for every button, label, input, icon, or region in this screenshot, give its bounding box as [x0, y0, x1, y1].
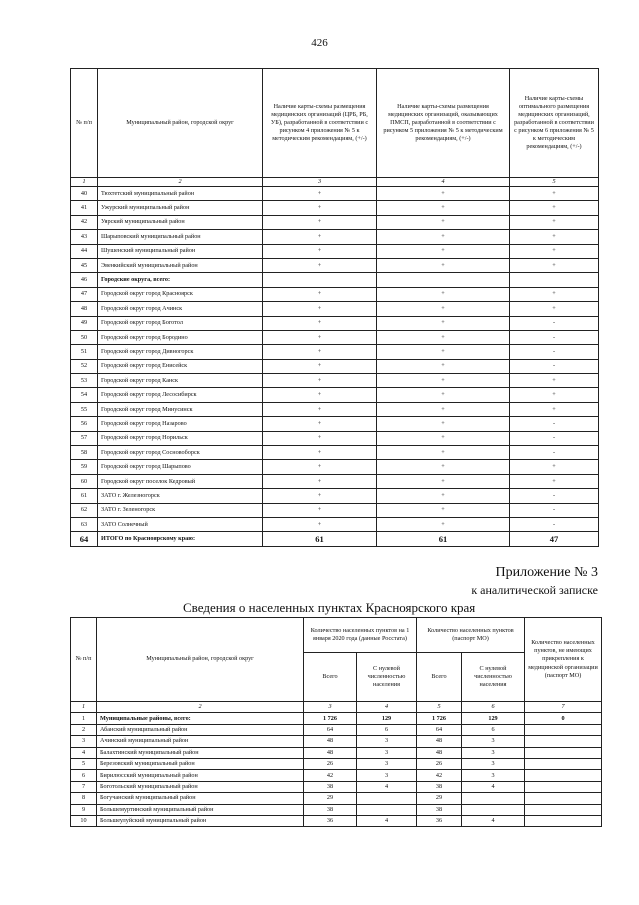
cell-col5: -	[510, 417, 599, 431]
cell-col3: +	[263, 517, 377, 531]
cell-passport-zero	[462, 804, 525, 815]
row-number: 6	[71, 770, 97, 781]
cell-no-med	[525, 724, 602, 735]
cell-col3: +	[263, 417, 377, 431]
district-name: Большемуртинский муниципальный район	[97, 804, 304, 815]
cell-passport-total: 42	[417, 770, 462, 781]
district-name: Муниципальные районы, всего:	[97, 713, 304, 724]
district-name: Большеулуйский муниципальный район	[97, 815, 304, 826]
district-name: Березовский муниципальный район	[97, 758, 304, 769]
cell-col5: -	[510, 489, 599, 503]
cell-col4: +	[377, 446, 510, 460]
row-number: 58	[71, 446, 98, 460]
cell-col4: +	[377, 287, 510, 301]
table-row	[71, 781, 602, 792]
cell-col3	[263, 273, 377, 287]
cell-col5	[510, 273, 599, 287]
table-row	[71, 489, 599, 503]
table-row	[71, 474, 599, 488]
cell-no-med: 0	[525, 713, 602, 724]
header-num: № п/п	[71, 69, 98, 178]
table-row	[71, 503, 599, 517]
table-row	[71, 431, 599, 445]
table-row	[71, 402, 599, 416]
cell-passport-total: 38	[417, 804, 462, 815]
cell-col4: +	[377, 215, 510, 229]
cell-col5: 47	[510, 532, 599, 546]
header-col3: Наличие карты-схемы размещения медицинских организаций (ЦРБ, РБ, УБ), разработанной в соответствии с рисунком 4 приложения № 5 к методическим рекомендациям, (+/-)	[263, 69, 377, 178]
district-name: Боготольский муниципальный район	[97, 781, 304, 792]
row-number: 9	[71, 804, 97, 815]
table-row	[71, 793, 602, 804]
colnum: 7	[525, 702, 602, 713]
cell-passport-zero: 4	[462, 781, 525, 792]
cell-col4: +	[377, 345, 510, 359]
row-number: 42	[71, 215, 98, 229]
district-name: ЗАТО г. Зеленогорск	[98, 503, 263, 517]
district-name: Городской округ город Бородино	[98, 330, 263, 344]
row-number: 55	[71, 402, 98, 416]
cell-col3: +	[263, 316, 377, 330]
row-number: 2	[71, 724, 97, 735]
cell-col5: +	[510, 460, 599, 474]
cell-rosstat-zero: 4	[357, 781, 417, 792]
cell-col4: +	[377, 359, 510, 373]
row-number: 61	[71, 489, 98, 503]
row-number: 44	[71, 244, 98, 258]
table-row	[71, 258, 599, 272]
table-row	[71, 417, 599, 431]
colnum: 6	[462, 702, 525, 713]
district-name: Эвенкийский муниципальный район	[98, 258, 263, 272]
page-number: 426	[311, 37, 328, 49]
row-number: 46	[71, 273, 98, 287]
row-number: 51	[71, 345, 98, 359]
row-number: 3	[71, 736, 97, 747]
district-name: ЗАТО г. Железногорск	[98, 489, 263, 503]
district-name: Городской округ город Лесосибирск	[98, 388, 263, 402]
header-col5: Наличие карты-схемы оптимального размещения медицинских организаций, разработанной в соответствии с рисунком 6 приложения № 5 к методическим рекомендациям, (+/-)	[510, 69, 599, 178]
district-name: Городской округ город Ачинск	[98, 302, 263, 316]
district-name: Городской округ город Красноярск	[98, 287, 263, 301]
cell-col3: +	[263, 302, 377, 316]
cell-no-med	[525, 815, 602, 826]
cell-col4: 61	[377, 532, 510, 546]
table-row	[71, 273, 599, 287]
cell-rosstat-zero: 3	[357, 747, 417, 758]
cell-col4: +	[377, 388, 510, 402]
header-col4: Наличие карты-схемы размещения медицинских организаций, оказывающих ПМСП, разработанной в соответствии с рисунком 5 приложения № 5 к методическим рекомендациям, (+/-)	[377, 69, 510, 178]
cell-rosstat-total: 38	[304, 781, 357, 792]
cell-passport-zero: 3	[462, 736, 525, 747]
district-name: Балахтинский муниципальный район	[97, 747, 304, 758]
district-name: Городской округ город Сосновоборск	[98, 446, 263, 460]
table-row	[71, 316, 599, 330]
cell-col5: -	[510, 345, 599, 359]
table-row	[71, 747, 602, 758]
cell-col4: +	[377, 302, 510, 316]
cell-col4: +	[377, 517, 510, 531]
cell-col4: +	[377, 258, 510, 272]
table-row	[71, 736, 602, 747]
district-name: Городской округ город Енисейск	[98, 359, 263, 373]
cell-passport-total: 36	[417, 815, 462, 826]
cell-col4: +	[377, 244, 510, 258]
cell-col3: +	[263, 489, 377, 503]
cell-passport-zero: 4	[462, 815, 525, 826]
header-group-passport: Количество населенных пунктов (паспорт МО)	[417, 618, 525, 653]
district-name: Бирилюсский муниципальный район	[97, 770, 304, 781]
district-name: Городской округ город Минусинск	[98, 402, 263, 416]
cell-col4: +	[377, 489, 510, 503]
cell-col3: +	[263, 230, 377, 244]
cell-no-med	[525, 770, 602, 781]
cell-col5: +	[510, 187, 599, 201]
colnum: 3	[304, 702, 357, 713]
cell-passport-total: 48	[417, 747, 462, 758]
cell-no-med	[525, 736, 602, 747]
table-row	[71, 758, 602, 769]
table-row	[71, 460, 599, 474]
table-row	[71, 517, 599, 531]
header-district: Муниципальный район, городской округ	[98, 69, 263, 178]
cell-col5: -	[510, 316, 599, 330]
cell-rosstat-total: 64	[304, 724, 357, 735]
cell-rosstat-zero: 6	[357, 724, 417, 735]
cell-col5: -	[510, 503, 599, 517]
district-name: Абанский муниципальный район	[97, 724, 304, 735]
cell-rosstat-total: 42	[304, 770, 357, 781]
row-number: 43	[71, 230, 98, 244]
colnum: 4	[357, 702, 417, 713]
cell-rosstat-total: 48	[304, 736, 357, 747]
district-name: Ачинский муниципальный район	[97, 736, 304, 747]
cell-col3: +	[263, 359, 377, 373]
district-name: Городской округ город Шарыпово	[98, 460, 263, 474]
table-row	[71, 187, 599, 201]
district-name: Городской округ город Назарово	[98, 417, 263, 431]
cell-col5: +	[510, 302, 599, 316]
header-total: Всего	[304, 653, 357, 702]
cell-rosstat-total: 1 726	[304, 713, 357, 724]
table-row	[71, 770, 602, 781]
district-name: Городские округа, всего:	[98, 273, 263, 287]
row-number: 63	[71, 517, 98, 531]
cell-col5: +	[510, 287, 599, 301]
colnum: 1	[71, 702, 97, 713]
cell-col3: +	[263, 474, 377, 488]
cell-passport-zero	[462, 793, 525, 804]
header-group-rosstat: Количество населенных пунктов на 1 января 2020 года (данные Росстата)	[304, 618, 417, 653]
row-number: 50	[71, 330, 98, 344]
row-number: 53	[71, 374, 98, 388]
cell-col5: +	[510, 374, 599, 388]
map-schemes-table	[70, 68, 599, 547]
table-row	[71, 446, 599, 460]
cell-col4	[377, 273, 510, 287]
table-row	[71, 815, 602, 826]
cell-col5: +	[510, 474, 599, 488]
table-row	[71, 724, 602, 735]
row-number: 49	[71, 316, 98, 330]
cell-col4: +	[377, 460, 510, 474]
cell-col5: +	[510, 201, 599, 215]
header-total: Всего	[417, 653, 462, 702]
cell-col4: +	[377, 402, 510, 416]
cell-col3: +	[263, 503, 377, 517]
cell-col4: +	[377, 374, 510, 388]
cell-rosstat-zero: 3	[357, 736, 417, 747]
cell-col3: +	[263, 258, 377, 272]
table-row	[71, 330, 599, 344]
district-name: Богучанский муниципальный район	[97, 793, 304, 804]
row-number: 54	[71, 388, 98, 402]
row-number: 45	[71, 258, 98, 272]
row-number: 64	[71, 532, 98, 546]
district-name: Уярский муниципальный район	[98, 215, 263, 229]
cell-passport-zero: 6	[462, 724, 525, 735]
cell-col4: +	[377, 417, 510, 431]
header-zero-pop: С нулевой численностью населения	[462, 653, 525, 702]
table-row	[71, 713, 602, 724]
colnum: 5	[510, 178, 599, 187]
row-number: 56	[71, 417, 98, 431]
header-zero-pop: С нулевой численностью населения	[357, 653, 417, 702]
cell-col4: +	[377, 187, 510, 201]
cell-col4: +	[377, 474, 510, 488]
cell-passport-total: 38	[417, 781, 462, 792]
cell-col3: +	[263, 446, 377, 460]
row-number: 4	[71, 747, 97, 758]
row-number: 59	[71, 460, 98, 474]
cell-passport-total: 26	[417, 758, 462, 769]
cell-col3: +	[263, 330, 377, 344]
cell-passport-zero: 3	[462, 770, 525, 781]
table-row	[71, 302, 599, 316]
cell-col3: 61	[263, 532, 377, 546]
district-name: Городской округ город Дивногорск	[98, 345, 263, 359]
table-row	[71, 230, 599, 244]
row-number: 57	[71, 431, 98, 445]
district-name: Шарыповский муниципальный район	[98, 230, 263, 244]
cell-no-med	[525, 793, 602, 804]
cell-col5: -	[510, 359, 599, 373]
cell-col5: -	[510, 517, 599, 531]
cell-rosstat-total: 38	[304, 804, 357, 815]
cell-no-med	[525, 781, 602, 792]
header-district: Муниципальный район, городской округ	[97, 618, 304, 702]
table-row	[71, 345, 599, 359]
cell-col5: -	[510, 446, 599, 460]
cell-col5: +	[510, 230, 599, 244]
settlements-table	[70, 617, 602, 827]
appendix-title: Приложение № 3	[495, 565, 598, 580]
cell-passport-total: 1 726	[417, 713, 462, 724]
district-name: Ужурский муниципальный район	[98, 201, 263, 215]
table-header-row	[71, 69, 599, 178]
cell-no-med	[525, 758, 602, 769]
cell-rosstat-zero: 129	[357, 713, 417, 724]
cell-col3: +	[263, 402, 377, 416]
district-name: Городской округ поселок Кедровый	[98, 474, 263, 488]
cell-passport-zero: 3	[462, 747, 525, 758]
cell-rosstat-total: 26	[304, 758, 357, 769]
colnum: 2	[98, 178, 263, 187]
cell-passport-total: 48	[417, 736, 462, 747]
colnum: 1	[71, 178, 98, 187]
row-number: 47	[71, 287, 98, 301]
cell-rosstat-total: 36	[304, 815, 357, 826]
header-num: № п/п	[71, 618, 97, 702]
cell-passport-total: 64	[417, 724, 462, 735]
row-number: 40	[71, 187, 98, 201]
table-row	[71, 244, 599, 258]
table-row	[71, 804, 602, 815]
cell-col4: +	[377, 431, 510, 445]
cell-col5: +	[510, 258, 599, 272]
header-no-med: Количество населенных пунктов, не имеющих прикрепления к медицинской организации (паспорт МО)	[525, 618, 602, 702]
cell-col5: +	[510, 402, 599, 416]
cell-col3: +	[263, 431, 377, 445]
table-row	[71, 287, 599, 301]
cell-col3: +	[263, 215, 377, 229]
district-name: Городской округ город Норильск	[98, 431, 263, 445]
table-row	[71, 374, 599, 388]
total-row	[71, 532, 599, 546]
cell-passport-zero: 129	[462, 713, 525, 724]
cell-rosstat-zero: 4	[357, 815, 417, 826]
table-row	[71, 388, 599, 402]
cell-col4: +	[377, 316, 510, 330]
cell-rosstat-total: 29	[304, 793, 357, 804]
row-number: 60	[71, 474, 98, 488]
cell-rosstat-total: 48	[304, 747, 357, 758]
cell-col3: +	[263, 374, 377, 388]
cell-col5: +	[510, 215, 599, 229]
table-row	[71, 359, 599, 373]
cell-col5: -	[510, 431, 599, 445]
row-number: 62	[71, 503, 98, 517]
cell-rosstat-zero	[357, 793, 417, 804]
cell-col5: +	[510, 388, 599, 402]
cell-col4: +	[377, 503, 510, 517]
cell-col3: +	[263, 345, 377, 359]
cell-col4: +	[377, 230, 510, 244]
row-number: 52	[71, 359, 98, 373]
district-name: Городской округ город Канск	[98, 374, 263, 388]
row-number: 10	[71, 815, 97, 826]
row-number: 48	[71, 302, 98, 316]
cell-col4: +	[377, 330, 510, 344]
cell-col5: -	[510, 330, 599, 344]
cell-col3: +	[263, 287, 377, 301]
row-number: 1	[71, 713, 97, 724]
row-number: 8	[71, 793, 97, 804]
cell-rosstat-zero	[357, 804, 417, 815]
cell-col3: +	[263, 388, 377, 402]
cell-col3: +	[263, 201, 377, 215]
cell-col4: +	[377, 201, 510, 215]
appendix-subtitle: к аналитической записке	[471, 583, 598, 597]
cell-no-med	[525, 804, 602, 815]
cell-col3: +	[263, 187, 377, 201]
table-row	[71, 201, 599, 215]
cell-rosstat-zero: 3	[357, 758, 417, 769]
table-header-row	[71, 618, 602, 653]
row-number: 7	[71, 781, 97, 792]
district-name: ЗАТО Солнечный	[98, 517, 263, 531]
cell-col5: +	[510, 244, 599, 258]
column-numbers-row	[71, 178, 599, 187]
column-numbers-row	[71, 702, 602, 713]
cell-passport-zero: 3	[462, 758, 525, 769]
cell-col3: +	[263, 244, 377, 258]
cell-col3: +	[263, 460, 377, 474]
district-name: Тюхтетский муниципальный район	[98, 187, 263, 201]
colnum: 2	[97, 702, 304, 713]
cell-no-med	[525, 747, 602, 758]
row-number: 5	[71, 758, 97, 769]
colnum: 3	[263, 178, 377, 187]
cell-passport-total: 29	[417, 793, 462, 804]
table-row	[71, 215, 599, 229]
appendix-heading: Сведения о населенных пунктах Красноярского края	[183, 600, 476, 615]
district-name: ИТОГО по Красноярскому краю:	[98, 532, 263, 546]
district-name: Шушенский муниципальный район	[98, 244, 263, 258]
district-name: Городской округ город Боготол	[98, 316, 263, 330]
colnum: 4	[377, 178, 510, 187]
cell-rosstat-zero: 3	[357, 770, 417, 781]
row-number: 41	[71, 201, 98, 215]
colnum: 5	[417, 702, 462, 713]
